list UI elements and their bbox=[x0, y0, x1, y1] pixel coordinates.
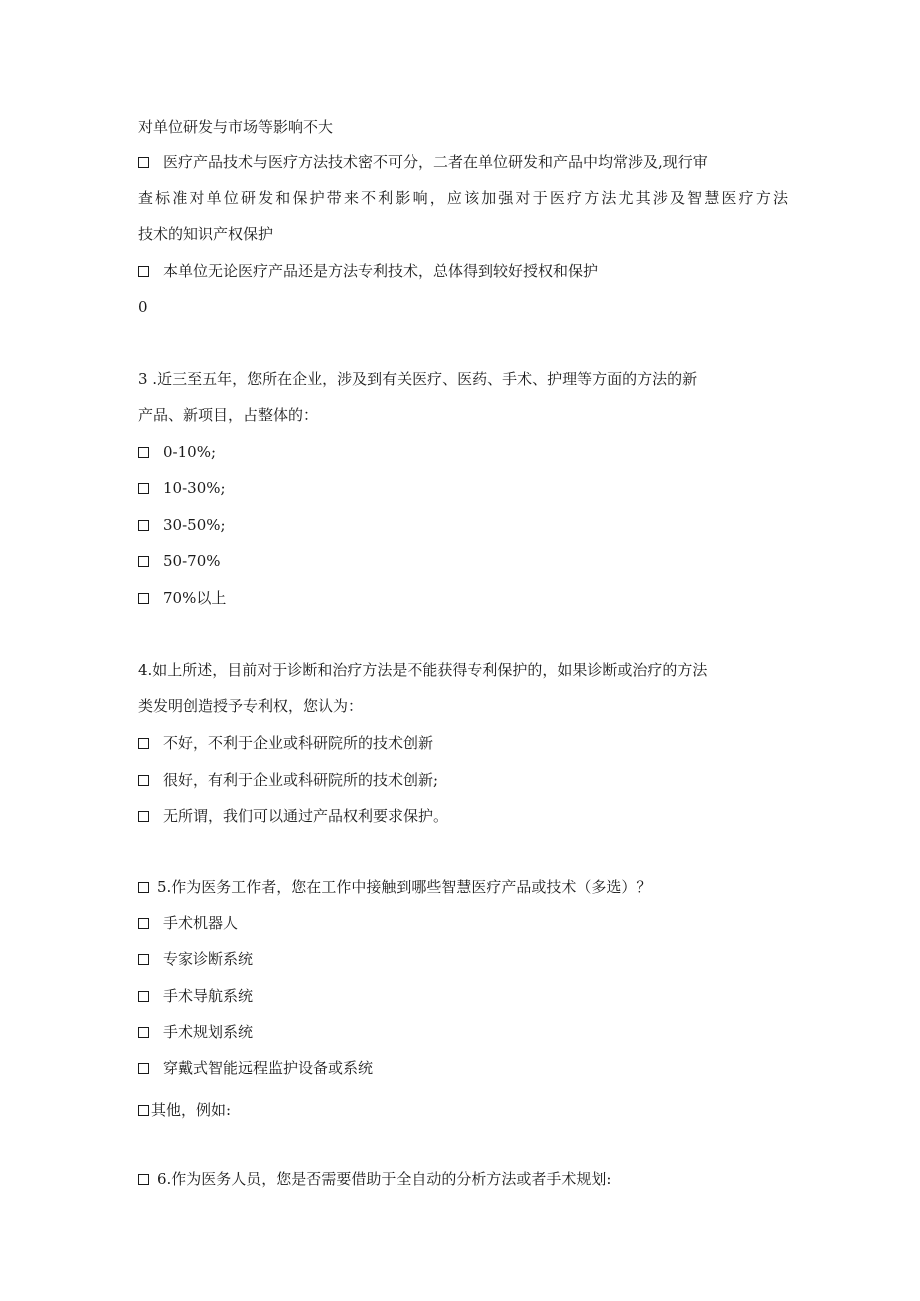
q3-option[interactable] bbox=[138, 442, 788, 462]
q3-option[interactable] bbox=[138, 515, 788, 535]
q3-question-line1: 3 .近三至五年，您所在企业，涉及到有关医疗、医药、手术、护理等方面的方法的新 bbox=[138, 370, 698, 388]
q3-option-text: 10-30%; bbox=[163, 479, 226, 497]
q5-option[interactable] bbox=[138, 949, 788, 969]
q4-option[interactable] bbox=[138, 770, 788, 790]
stray-text: 0 bbox=[138, 298, 148, 316]
q6-question[interactable] bbox=[138, 1169, 788, 1189]
q3-option-text: 50-70% bbox=[163, 552, 221, 570]
checkbox[interactable] bbox=[138, 1105, 149, 1116]
q4-option[interactable] bbox=[138, 733, 788, 753]
q2-line-a: 对单位研发与市场等影响不大 bbox=[138, 118, 334, 136]
q5-option[interactable] bbox=[138, 913, 788, 933]
q3-option[interactable] bbox=[138, 478, 788, 498]
q4-option-text: 无所谓，我们可以通过产品权利要求保护。 bbox=[163, 807, 449, 825]
q3-option-text: 0-10%; bbox=[163, 443, 217, 461]
checkbox[interactable] bbox=[138, 1063, 149, 1074]
q5-option-text: 穿戴式智能远程监护设备或系统 bbox=[163, 1059, 374, 1077]
q2-option-c-text: 本单位无论医疗产品还是方法专利技术，总体得到较好授权和保护 bbox=[163, 262, 599, 280]
q5-option[interactable] bbox=[138, 1022, 788, 1042]
checkbox[interactable] bbox=[138, 157, 149, 168]
q4-question-line2: 类发明创造授予专利权，您认为： bbox=[138, 697, 364, 715]
checkbox[interactable] bbox=[138, 483, 149, 494]
checkbox[interactable] bbox=[138, 991, 149, 1002]
q2-option-c[interactable] bbox=[138, 261, 788, 281]
q5-option[interactable] bbox=[138, 986, 788, 1006]
q5-option-text: 手术机器人 bbox=[163, 914, 239, 932]
q2-option-b-cont2: 技术的知识产权保护 bbox=[138, 225, 274, 243]
checkbox[interactable] bbox=[138, 447, 149, 458]
q4-question-line1: 4.如上所述，目前对于诊断和治疗方法是不能获得专利保护的，如果诊断或治疗的方法 bbox=[138, 661, 708, 679]
q4-option-text: 不好，不利于企业或科研院所的技术创新 bbox=[163, 734, 434, 752]
checkbox[interactable] bbox=[138, 556, 149, 567]
q5-option-other[interactable] bbox=[138, 1100, 788, 1120]
q4-option-text: 很好，有利于企业或科研院所的技术创新; bbox=[163, 771, 439, 789]
checkbox[interactable] bbox=[138, 954, 149, 965]
checkbox[interactable] bbox=[138, 775, 149, 786]
q3-option[interactable] bbox=[138, 588, 788, 608]
q6-question-text: 6.作为医务人员，您是否需要借助于全自动的分析方法或者手术规划: bbox=[157, 1170, 612, 1188]
q2-option-b-text: 医疗产品技术与医疗方法技术密不可分，二者在单位研发和产品中均常涉及,现行审 bbox=[163, 153, 708, 171]
q3-option-text: 30-50%; bbox=[163, 516, 226, 534]
q2-option-b[interactable] bbox=[138, 152, 788, 172]
q5-question[interactable] bbox=[138, 877, 788, 897]
q3-question-line2: 产品、新项目，占整体的： bbox=[138, 406, 319, 424]
q2-option-b-cont1: 查标准对单位研发和保护带来不利影响，应该加强对于医疗方法尤其涉及智慧医疗方法 bbox=[138, 189, 788, 207]
checkbox[interactable] bbox=[138, 811, 149, 822]
q5-option[interactable] bbox=[138, 1058, 788, 1078]
checkbox[interactable] bbox=[138, 520, 149, 531]
checkbox[interactable] bbox=[138, 1027, 149, 1038]
checkbox[interactable] bbox=[138, 593, 149, 604]
q5-option-text: 手术规划系统 bbox=[163, 1023, 254, 1041]
checkbox[interactable] bbox=[138, 266, 149, 277]
q3-option-text: 70%以上 bbox=[163, 589, 227, 607]
q5-question-text: 5.作为医务工作者，您在工作中接触到哪些智慧医疗产品或技术（多选）？ bbox=[157, 878, 652, 896]
checkbox[interactable] bbox=[138, 882, 149, 893]
q5-option-text: 专家诊断系统 bbox=[163, 950, 254, 968]
checkbox[interactable] bbox=[138, 918, 149, 929]
q4-option[interactable] bbox=[138, 806, 788, 826]
checkbox[interactable] bbox=[138, 1174, 149, 1185]
checkbox[interactable] bbox=[138, 738, 149, 749]
q5-option-text: 手术导航系统 bbox=[163, 987, 254, 1005]
q5-option-other-text: 其他，例如: bbox=[151, 1101, 232, 1119]
q3-option[interactable] bbox=[138, 551, 788, 571]
